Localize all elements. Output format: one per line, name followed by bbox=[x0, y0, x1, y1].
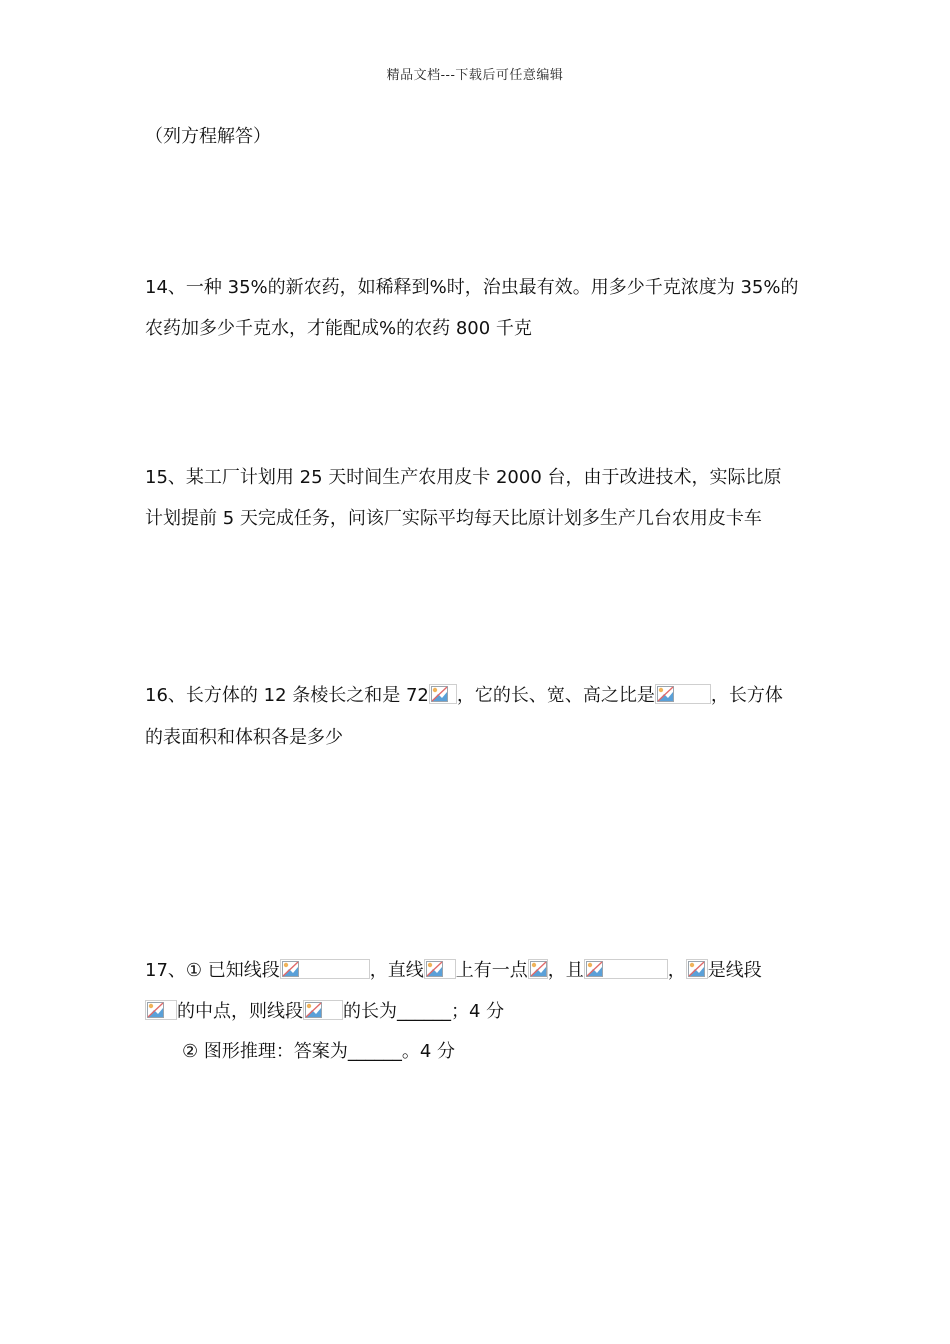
formula-image-icon bbox=[584, 959, 668, 979]
broken-image-icon bbox=[586, 961, 603, 977]
formula-image-icon bbox=[303, 1000, 343, 1020]
broken-image-icon bbox=[426, 961, 443, 977]
broken-image-icon bbox=[688, 961, 705, 977]
broken-image-icon bbox=[147, 1002, 164, 1018]
broken-image-icon bbox=[530, 961, 547, 977]
q17-line-1 bbox=[145, 959, 762, 983]
formula-image-icon bbox=[686, 959, 708, 979]
q14-line-1: 14、一种 35%的新农药，如稀释到%时，治虫最有效。用多少千克浓度为 35%的 bbox=[145, 277, 799, 298]
intro-text: （列方程解答） bbox=[145, 126, 271, 147]
formula-image-icon bbox=[429, 684, 457, 704]
q17-line-3: ② 图形推理：答案为______。4 分 bbox=[182, 1041, 456, 1062]
formula-image-icon bbox=[145, 1000, 177, 1020]
q17-line-2 bbox=[145, 1000, 504, 1024]
broken-image-icon bbox=[431, 686, 448, 702]
q14-line-2: 农药加多少千克水，才能配成%的农药 800 千克 bbox=[145, 318, 532, 339]
q17-text-g: 的中点，则线段 bbox=[177, 1001, 303, 1022]
broken-image-icon bbox=[657, 686, 674, 702]
broken-image-icon bbox=[282, 961, 299, 977]
q17-text-f: 是线段 bbox=[707, 960, 762, 981]
q17-text-e: ， bbox=[667, 960, 686, 981]
q16-line-1 bbox=[145, 684, 783, 708]
q16-text-c: ，长方体 bbox=[710, 685, 783, 706]
q17-text-b: ，直线 bbox=[369, 960, 424, 981]
q17-text-h: 的长为______；4 分 bbox=[343, 1001, 505, 1022]
q17-text-a: 17、① 已知线段 bbox=[145, 960, 280, 981]
formula-image-icon bbox=[424, 959, 456, 979]
q15-line-1: 15、某工厂计划用 25 天时间生产农用皮卡 2000 台，由于改进技术，实际比原 bbox=[145, 467, 782, 488]
formula-image-icon bbox=[528, 959, 548, 979]
q16-text-a: 16、长方体的 12 条棱长之和是 72 bbox=[145, 685, 429, 706]
page-header: 精品文档---下载后可任意编辑 bbox=[386, 68, 564, 83]
broken-image-icon bbox=[305, 1002, 322, 1018]
q17-text-d: ，且 bbox=[547, 960, 584, 981]
q16-text-b: ，它的长、宽、高之比是 bbox=[456, 685, 655, 706]
q15-line-2: 计划提前 5 天完成任务，问该厂实际平均每天比原计划多生产几台农用皮卡车 bbox=[145, 508, 762, 529]
q17-text-c: 上有一点 bbox=[455, 960, 528, 981]
formula-image-icon bbox=[655, 684, 711, 704]
q16-line-2: 的表面积和体积各是多少 bbox=[145, 727, 343, 748]
formula-image-icon bbox=[280, 959, 370, 979]
